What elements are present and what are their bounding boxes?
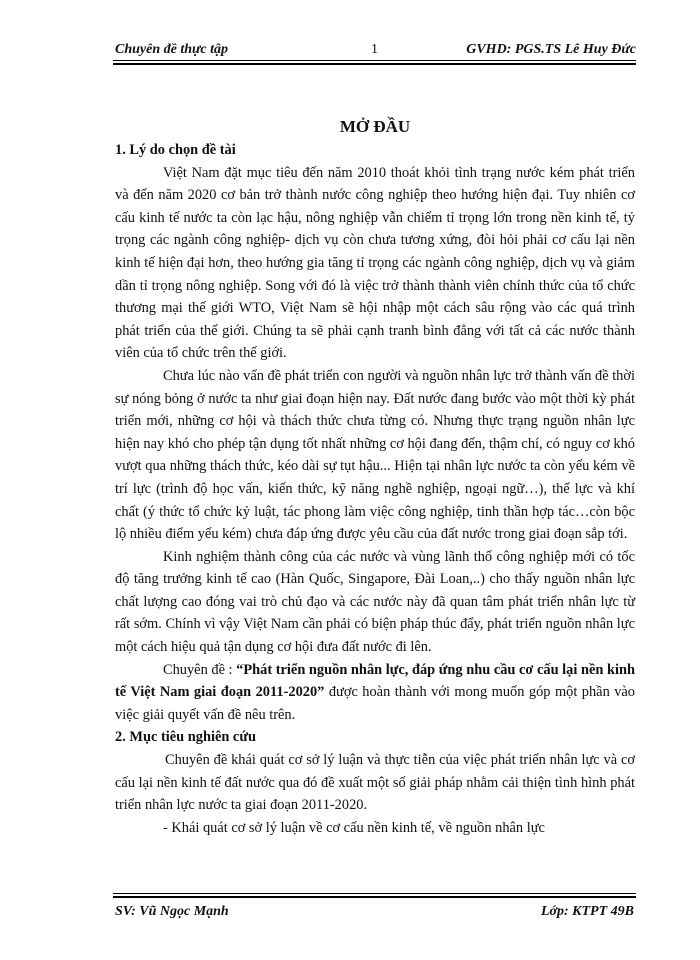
header-rule <box>113 60 636 65</box>
header-supervisor: GVHD: PGS.TS Lê Huy Đức <box>466 42 636 57</box>
section-1-paragraph-4 <box>115 659 635 727</box>
thesis-prefix: Chuyên đề : <box>163 661 237 678</box>
section-2-heading: 2. Mục tiêu nghiên cứu <box>115 729 256 746</box>
section-2-bullet-1: - Khái quát cơ sở lý luận về cơ cấu nền kinh tế, về nguồn nhân lực <box>163 819 545 836</box>
page-title: MỞ ĐẦU <box>339 117 411 136</box>
thesis-suffix: được hoàn thành với mong muốn góp một phần vào việc giải quyết vấn đề nêu trên. <box>115 684 635 723</box>
section-1-paragraph-2: Chưa lúc nào vấn đề phát triển con người và nguồn nhân lực trở thành vấn đề thời sự nóng bỏng ở nước ta như giai đoạn hiện nay. Đất nước đang bước vào một thời kỳ phát triển mới, những cơ hội và thách thức chưa từng có. Nhưng thực trạng nguồn nhân lực hiện nay khó cho phép tận dụng tốt nhất những cơ hội đang đến, thậm chí, có nguy cơ khó vượt qua những thách thức, kéo dài sự tụt hậu... Hiện tại nhân lực nước ta còn yếu kém về trí lực (trình độ học vấn, kiến thức, kỹ năng nghề nghiệp, ngoại ngữ…), thể lực và khí chất (ý thức tổ chức kỷ luật, tác phong làm việc công nghiệp, tinh thần hợp tác…còn bộc lộ nhiều điểm yếu kém) chưa đáp ứng được yêu cầu của đất nước trong giai đoạn sắp tới. <box>115 367 635 543</box>
page-footer <box>113 902 636 924</box>
section-2-paragraph-1: Chuyên đề khái quát cơ sở lý luận và thực tiễn của việc phát triển nhân lực và cơ cấu lại nền kinh tế đất nước qua đó đề xuất một số giải pháp nhằm cải thiện tình hình phát triển nhân lực nước ta giai đoạn 2011-2020. <box>115 752 635 814</box>
footer-rule <box>113 893 636 898</box>
thesis-title: “Phát triển nguồn nhân lực, đáp ứng nhu cầu cơ cấu lại nền kinh tế Việt Nam giai đoạn 2011-2020” <box>115 661 635 701</box>
section-1-paragraph-3: Kinh nghiệm thành công của các nước và vùng lãnh thổ công nghiệp mới có tốc độ tăng trưởng kinh tế cao (Hàn Quốc, Singapore, Đài Loan,..) cho thấy nguồn nhân lực chất lượng cao đóng vai trò chủ đạo và các nước này đã quan tâm phát triển nhân lực từ rất sớm. Chính vì vậy Việt Nam cần phải có biện pháp thúc đẩy, phát triển nguồn nhân lực một cách hiệu quả tận dụng cơ hội đưa đất nước đi lên. <box>115 548 635 656</box>
header-report-type: Chuyên đề thực tập <box>115 42 229 57</box>
section-1-paragraph-1: Việt Nam đặt mục tiêu đến năm 2010 thoát khỏi tình trạng nước kém phát triển và đến năm 2020 cơ bản trở thành nước công nghiệp theo hướng hiện đại. Tuy nhiên cơ cấu kinh tế nước ta còn lạc hậu, nông nghiệp vẫn chiếm tỉ trọng lớn trong nền kinh tế, tỷ trọng các ngành công nghiệp- dịch vụ còn chưa tương xứng, đòi hỏi phải cơ cấu lại nền kinh tế hiện đại hơn, theo hướng gia tăng tỉ trọng các ngành công nghiệp, dịch vụ và giảm dần tỉ trọng nông nghiệp. Song với đó là việc trở thành thành viên chính thức của tổ chức thương mại thế giới WTO, Việt Nam sẽ hội nhập một cách sâu rộng vào các quá trình phát triển của thế giới. Chúng ta sẽ phải cạnh tranh bình đẳng với tất cả các nước thành viên của tổ chức trên thế giới. <box>115 164 635 362</box>
header-page-number: 1 <box>371 42 378 57</box>
page-header <box>113 40 636 62</box>
footer-student: SV: Vũ Ngọc Mạnh <box>115 904 229 919</box>
page-body <box>115 116 635 839</box>
section-1-heading: 1. Lý do chọn đề tài <box>115 142 236 158</box>
footer-class: Lớp: KTPT 49B <box>540 904 634 919</box>
